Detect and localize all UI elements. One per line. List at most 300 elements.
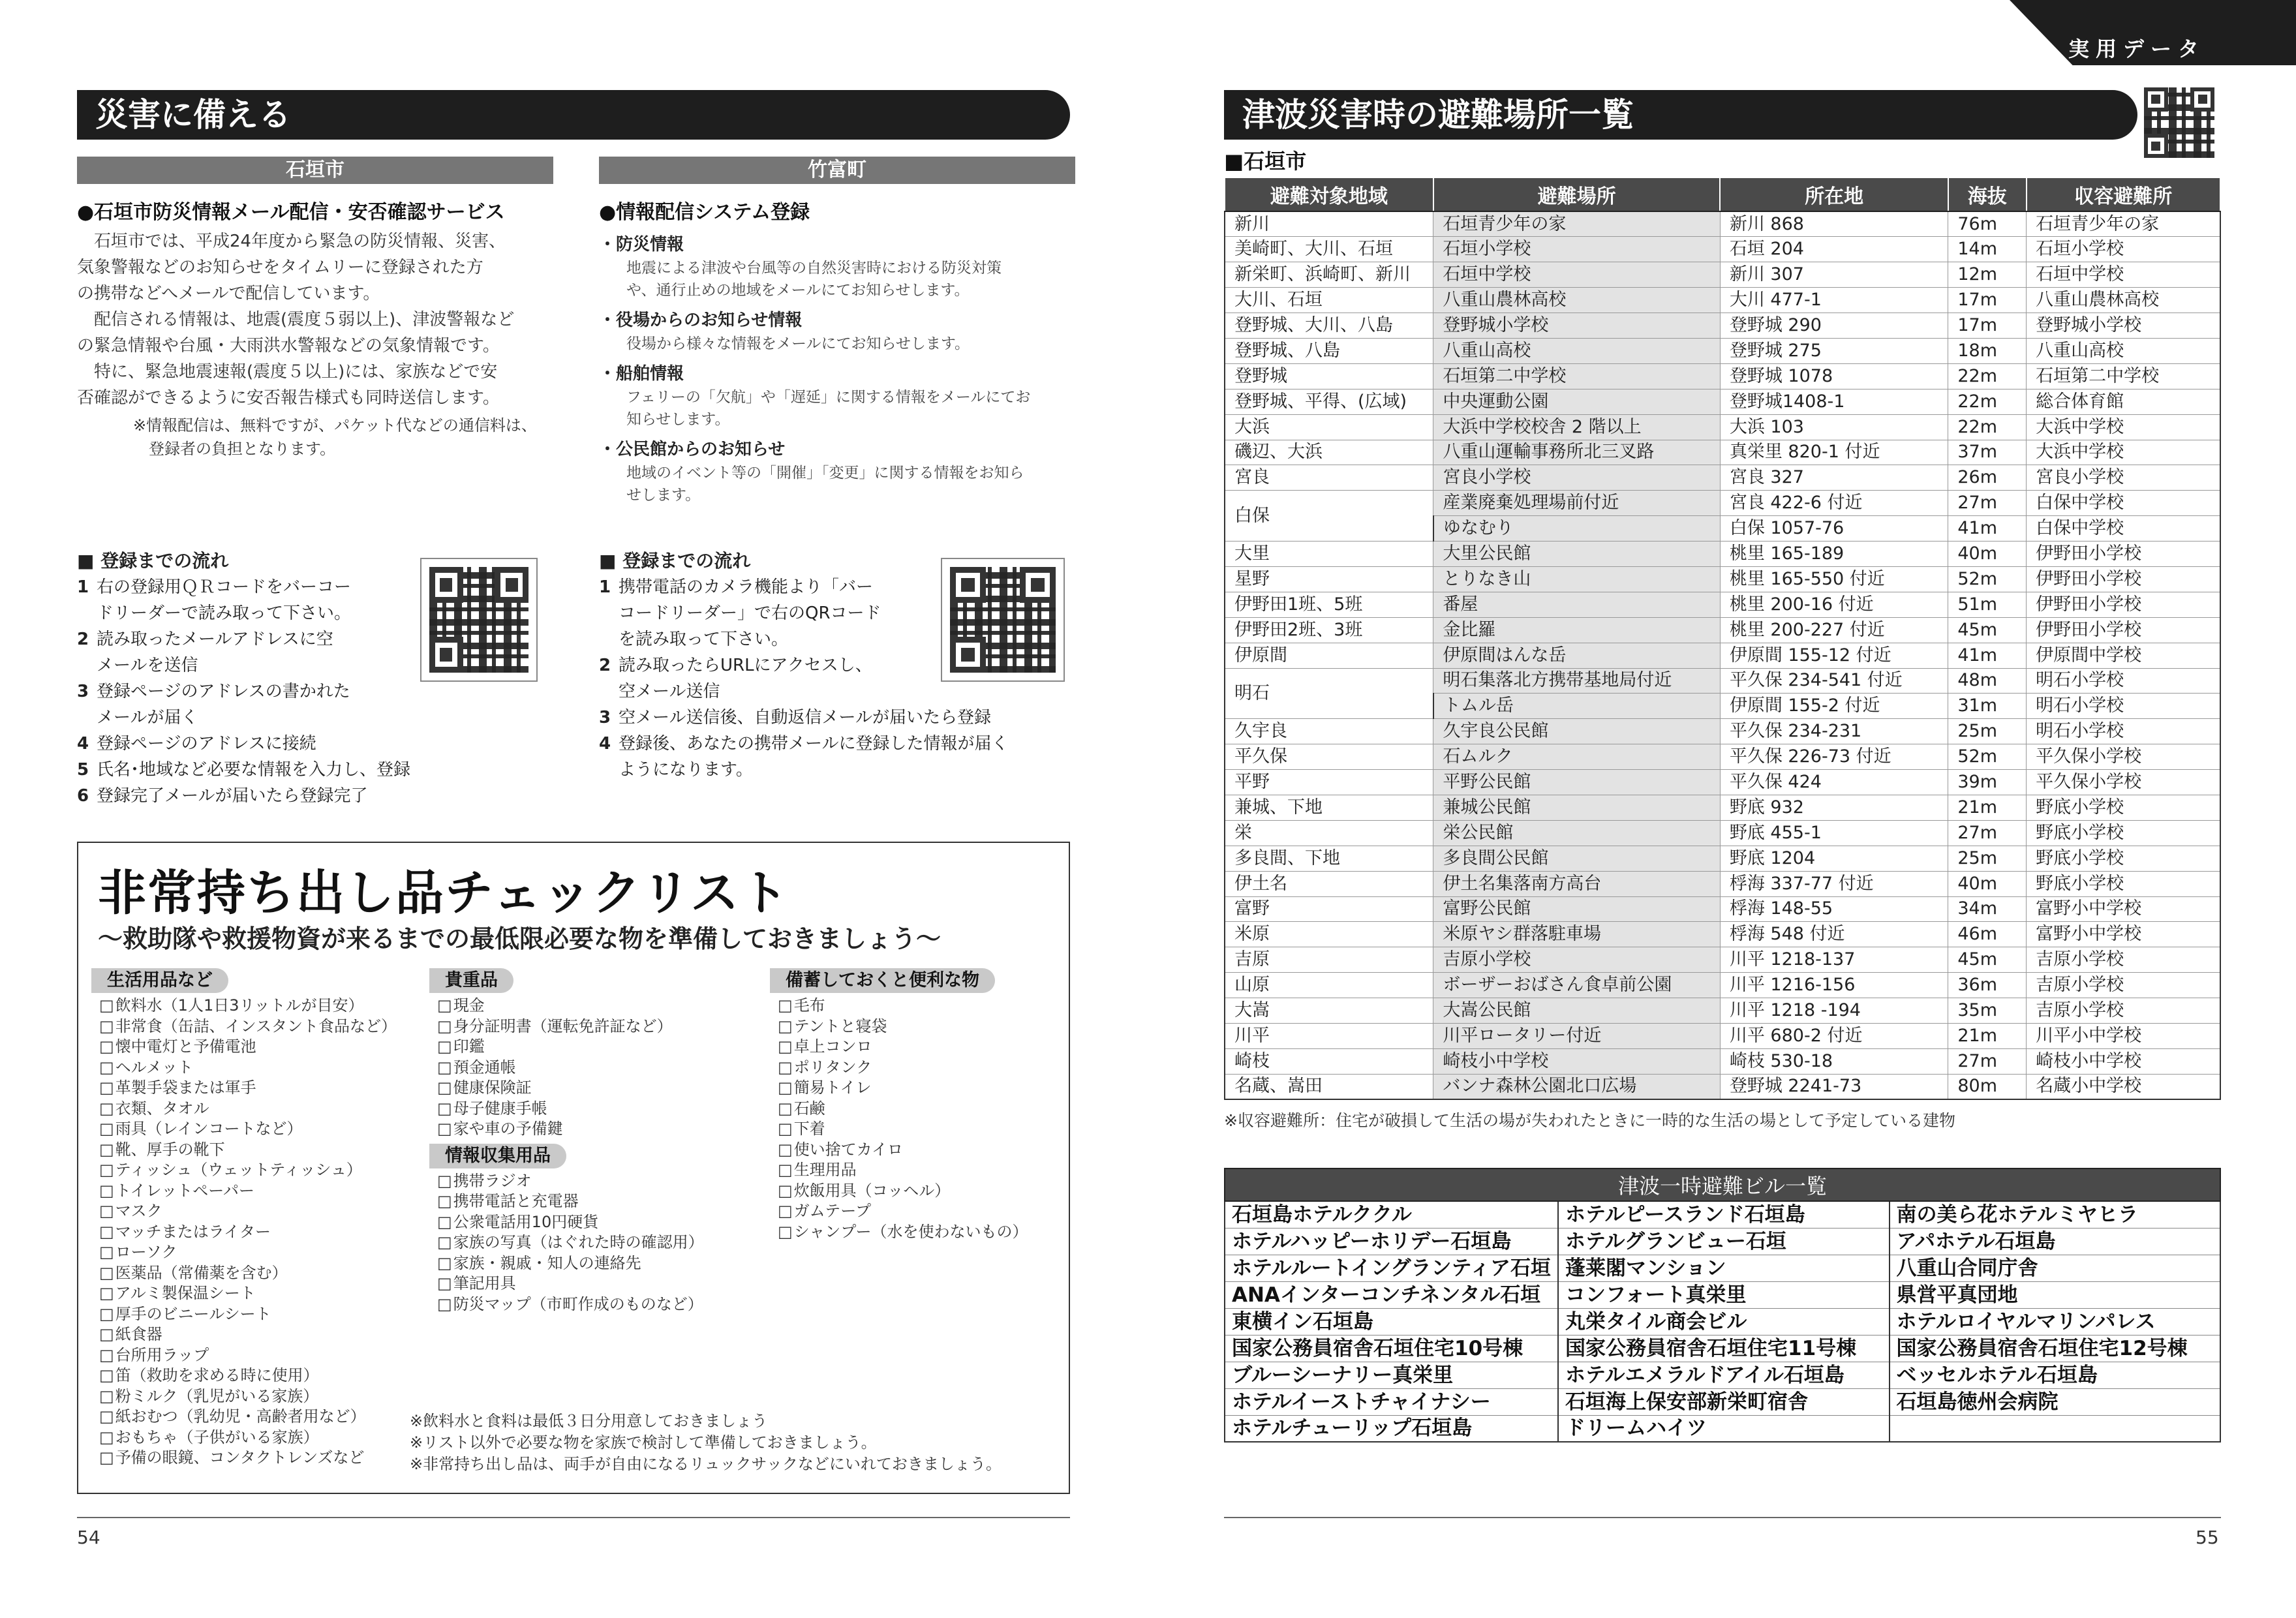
category-label: 貴重品 (429, 968, 513, 993)
table-cell: 野底 455-1 (1720, 820, 1948, 846)
table-cell: 39m (1948, 770, 2027, 795)
table-cell: 吉原小学校 (2027, 973, 2220, 998)
table-cell: 中央運動公園 (1433, 389, 1721, 414)
info-item (599, 361, 1082, 431)
table-cell: 伊原間中学校 (2027, 643, 2220, 668)
table-cell: 白保 1057-76 (1720, 516, 1948, 542)
table-cell: 45m (1948, 617, 2027, 643)
checklist-item: □ 雨具（レインコートなど） (99, 1119, 418, 1140)
step-number: 4 (77, 734, 89, 754)
checklist-item: □ 毛布 (778, 996, 1070, 1016)
info-item-title: ・公民館からのお知らせ (599, 440, 786, 459)
checklist-item: □ 生理用品 (778, 1160, 1070, 1181)
page-number-right: 55 (2196, 1527, 2219, 1548)
column-header: 避難対象地域 (1225, 177, 1433, 211)
qr-finder (1020, 567, 1056, 603)
step-text: 空メール送信後、自動返信メールが届いたら登録 (619, 708, 991, 727)
table-cell: 崎枝小中学校 (2027, 1048, 2220, 1074)
table-cell: 石垣中学校 (1433, 262, 1721, 288)
checklist-notes (410, 1411, 1002, 1475)
checklist-item: □ アルミ製保温シート (99, 1283, 418, 1304)
table-cell: バンナ森林公園北口広場 (1433, 1074, 1721, 1099)
table-cell: 登野城1408-1 (1720, 389, 1948, 414)
table-cell: 52m (1948, 744, 2027, 770)
building-cell: ホテルチューリップ石垣島 (1225, 1415, 1558, 1442)
table-cell: 伊原間はんな岳 (1433, 643, 1721, 668)
table-row (1225, 389, 2220, 414)
ishigaki-qr-code[interactable] (420, 558, 538, 682)
table-cell: とりなき山 (1433, 566, 1721, 592)
checklist-item: □ ティッシュ（ウェットティッシュ） (99, 1160, 418, 1181)
building-cell: 八重山合同庁舎 (1890, 1255, 2220, 1281)
table-cell: 桃里 165-550 付近 (1720, 566, 1948, 592)
right-title: 津波災害時の避難場所一覧 (1224, 90, 2137, 140)
table-cell: 登野城小学校 (2027, 313, 2220, 339)
table-cell: トムル岳 (1433, 694, 1721, 719)
table-body (1225, 211, 2220, 1099)
table-cell: 石垣 204 (1720, 237, 1948, 262)
building-cell: ブルーシーナリー真栄里 (1225, 1362, 1558, 1388)
table-cell: 大川、石垣 (1225, 288, 1433, 313)
building-cell: ホテルエメラルドアイル石垣島 (1558, 1362, 1889, 1388)
text-line: や、通行止めの地域をメールにてお知らせします。 (626, 282, 970, 299)
building-cell: ホテルルートイングランティア石垣 (1225, 1255, 1558, 1281)
ishigaki-section (77, 196, 560, 461)
table-cell: 宮良 327 (1720, 465, 1948, 491)
table-cell: 伊野田小学校 (2027, 566, 2220, 592)
table-cell: 石垣青少年の家 (1433, 211, 1721, 237)
table-cell: 栄 (1225, 820, 1433, 846)
table-cell: 石垣小学校 (1433, 237, 1721, 262)
qr-finder (950, 637, 986, 673)
building-table (1224, 1168, 2221, 1442)
building-cell: ホテルピースランド石垣島 (1558, 1201, 1889, 1228)
table-cell: 八重山運輸事務所北三叉路 (1433, 440, 1721, 465)
table-cell: 富野公民館 (1433, 896, 1721, 922)
table-cell: ボーザーおばさん食卓前公園 (1433, 973, 1721, 998)
corner-tab-label: 実用データ (2068, 37, 2206, 61)
table-cell: ゆなむり (1433, 516, 1721, 542)
footer-rule-left (77, 1517, 1070, 1518)
text-line: 登録後、あなたの携帯メールに登録した情報が届く (619, 734, 1009, 754)
table-cell: 石ムルク (1433, 744, 1721, 770)
table-cell: 八重山高校 (2027, 338, 2220, 363)
text-line: 知らせします。 (626, 411, 730, 428)
table-row (1225, 363, 2220, 389)
flow-title: ■ 登録までの流れ (77, 550, 229, 572)
checklist-items (91, 996, 418, 1469)
table-row (1225, 288, 2220, 313)
table-cell: 46m (1948, 922, 2027, 947)
table-cell: 崎枝小中学校 (1433, 1048, 1721, 1074)
ishigaki-paragraph-1 (77, 228, 560, 307)
table-cell: 宮良小学校 (2027, 465, 2220, 491)
table-cell: 登野城 (1225, 363, 1433, 389)
table-cell: 白保 (1225, 491, 1433, 542)
table-cell: 野底小学校 (2027, 871, 2220, 896)
text-line: 右の登録用ＱＲコードをバーコー (97, 577, 352, 597)
table-cell: 多良間、下地 (1225, 846, 1433, 871)
table-cell: 平久保 234-231 (1720, 719, 1948, 744)
info-item-text (599, 386, 1082, 431)
table-cell: 野底 932 (1720, 795, 1948, 820)
table-cell: 21m (1948, 795, 2027, 820)
table-cell: 41m (1948, 643, 2027, 668)
table-cell: 吉原小学校 (2027, 947, 2220, 973)
table-cell: 平久保 424 (1720, 770, 1948, 795)
table-cell: 桴海 337-77 付近 (1720, 871, 1948, 896)
table-cell: 大浜中学校 (2027, 440, 2220, 465)
table-row (1225, 1048, 2220, 1074)
table-cell: 45m (1948, 947, 2027, 973)
table-row (1225, 770, 2220, 795)
table-header-row (1225, 177, 2220, 211)
checklist-item: □ 粉ミルク（乳児がいる家族） (99, 1386, 418, 1407)
building-cell: 石垣島ホテルククル (1225, 1201, 1558, 1228)
step-number: 2 (77, 630, 89, 649)
step-text: 氏名･地域など必要な情報を入力し、登録 (97, 760, 411, 780)
table-row (1225, 1255, 2220, 1281)
table-row (1225, 896, 2220, 922)
checklist-item: □ 紙おむつ（乳幼児・高齢者用など） (99, 1407, 418, 1427)
checklist-item: □ 現金 (437, 996, 756, 1016)
table-cell: 石垣第二中学校 (1433, 363, 1721, 389)
checklist-item: □ 身分証明書（運転免許証など） (437, 1016, 756, 1037)
checklist-item: □ 衣類、タオル (99, 1099, 418, 1120)
info-item-title: ・役場からのお知らせ情報 (599, 311, 803, 330)
checklist-item: □ 飲料水（1人1日3リットルが目安） (99, 996, 418, 1016)
table-row (1225, 1415, 2220, 1442)
table-row (1225, 262, 2220, 288)
flow-title: ■ 登録までの流れ (599, 550, 751, 572)
checklist-item: □ 炊飯用具（コッヘル） (778, 1181, 1070, 1202)
evacuation-table (1224, 177, 2221, 1100)
text-line: ※リスト以外で必要な物を家族で検討して準備しておきましょう。 (410, 1433, 877, 1452)
table-row (1225, 744, 2220, 770)
ishigaki-paragraph-3 (77, 359, 560, 411)
checklist-item: □ 医薬品（常備薬を含む） (99, 1263, 418, 1284)
text-line: 登録者の負担となります。 (149, 440, 336, 458)
table-row (1225, 491, 2220, 516)
table-cell: 登野城小学校 (1433, 313, 1721, 339)
category-label: 情報収集用品 (429, 1144, 566, 1168)
table-cell: 川平 (1225, 1024, 1433, 1049)
table-cell: 米原ヤシ群落駐車場 (1433, 922, 1721, 947)
table-cell: 米原 (1225, 922, 1433, 947)
table-cell: 31m (1948, 694, 2027, 719)
table-cell: 野底小学校 (2027, 846, 2220, 871)
table-cell: 名蔵、嵩田 (1225, 1074, 1433, 1099)
right-qr-code[interactable] (2140, 84, 2218, 162)
checklist-item: □ 携帯ラジオ (437, 1171, 756, 1192)
table-cell: 久宇良公民館 (1433, 719, 1721, 744)
step-text (619, 652, 872, 705)
table-cell: 22m (1948, 414, 2027, 440)
step-number: 3 (599, 708, 611, 727)
table-cell: 産業廃棄処理場前付近 (1433, 491, 1721, 516)
table-cell: 12m (1948, 262, 2027, 288)
checklist-item: □ 下着 (778, 1119, 1070, 1140)
table-cell: 27m (1948, 1048, 2027, 1074)
column-header: 海抜 (1948, 177, 2027, 211)
building-cell: 南の美ら花ホテルミヤヒラ (1890, 1201, 2220, 1228)
flow-step (77, 783, 560, 809)
table-cell: 八重山高校 (1433, 338, 1721, 363)
table-row (1225, 1228, 2220, 1255)
checklist-item: □ ヘルメット (99, 1058, 418, 1078)
table-cell: 27m (1948, 820, 2027, 846)
table-row (1225, 871, 2220, 896)
table-cell: 明石 (1225, 668, 1433, 719)
table-cell: 吉原小学校 (1433, 947, 1721, 973)
checklist-item: □ トイレットペーパー (99, 1181, 418, 1202)
table-cell: 明石小学校 (2027, 668, 2220, 694)
table-cell: 平久保 226-73 付近 (1720, 744, 1948, 770)
text-line: 配信される情報は、地震(震度５弱以上)、津波警報など (77, 310, 515, 329)
checklist-col-3 (770, 968, 1070, 1242)
category-label: 生活用品など (91, 968, 228, 993)
checklist-item: □ ガムテープ (778, 1201, 1070, 1222)
table-cell: 35m (1948, 998, 2027, 1024)
table-cell: 富野小中学校 (2027, 896, 2220, 922)
checklist-item: □ 簡易トイレ (778, 1078, 1070, 1099)
table-row (1225, 542, 2220, 567)
table-cell: 桃里 200-227 付近 (1720, 617, 1948, 643)
taketomi-heading: ●情報配信システム登録 (599, 201, 810, 224)
building-cell: ホテルグランビュー石垣 (1558, 1228, 1889, 1255)
table-cell: 野底 1204 (1720, 846, 1948, 871)
table-cell: 久宇良 (1225, 719, 1433, 744)
table-cell: 野底小学校 (2027, 795, 2220, 820)
table-cell: 25m (1948, 719, 2027, 744)
table-cell: 石垣青少年の家 (2027, 211, 2220, 237)
table-cell: 41m (1948, 516, 2027, 542)
building-cell: ドリームハイツ (1558, 1415, 1889, 1442)
table-cell: 平久保 234-541 付近 (1720, 668, 1948, 694)
table-cell: 野底小学校 (2027, 820, 2220, 846)
table-cell: 平野公民館 (1433, 770, 1721, 795)
table-cell: 崎枝 (1225, 1048, 1433, 1074)
table-cell: 山原 (1225, 973, 1433, 998)
text-line: 特に、緊急地震速報(震度５以上)には、家族などで安 (77, 362, 498, 382)
step-text (619, 731, 1008, 783)
text-line: ※飲料水と食料は最低３日分用意しておきましょう (410, 1412, 768, 1430)
table-cell: 登野城 2241-73 (1720, 1074, 1948, 1099)
qr-finder (2144, 134, 2168, 158)
table-cell: 大浜 (1225, 414, 1433, 440)
table-cell: 川平 680-2 付近 (1720, 1024, 1948, 1049)
step-text (97, 626, 333, 679)
checklist-item: □ おもちゃ（子供がいる家族） (99, 1427, 418, 1448)
qr-finder (2144, 87, 2168, 112)
table-cell: 平久保 (1225, 744, 1433, 770)
checklist-item: □ 預金通帳 (437, 1058, 756, 1078)
checklist-item: □ 健康保険証 (437, 1078, 756, 1099)
building-cell: 県営平真団地 (1890, 1281, 2220, 1308)
left-title: 災害に備える (77, 90, 1070, 140)
checklist-item: □ 防災マップ（市町作成のものなど） (437, 1294, 756, 1315)
building-cell: ホテルイーストチャイナシー (1225, 1388, 1558, 1415)
table-cell: 宮良 422-6 付近 (1720, 491, 1948, 516)
ishigaki-heading: ●石垣市防災情報メール配信・安否確認サービス (77, 201, 505, 224)
table-cell: 34m (1948, 896, 2027, 922)
table-cell: 登野城、八島 (1225, 338, 1433, 363)
checklist-col-1 (91, 968, 418, 1469)
page-number-left: 54 (77, 1527, 100, 1548)
table-cell: 八重山農林高校 (1433, 288, 1721, 313)
table-cell: 48m (1948, 668, 2027, 694)
info-item-text: 役場から様々な情報をメールにてお知らせします。 (626, 335, 970, 352)
text-line: 石垣市では、平成24年度から緊急の防災情報、災害、 (77, 232, 506, 251)
table-cell: 登野城 1078 (1720, 363, 1948, 389)
table-cell: 白保中学校 (2027, 491, 2220, 516)
table-cell: 37m (1948, 440, 2027, 465)
text-line: ドリーダーで読み取って下さい。 (97, 603, 352, 623)
step-number: 2 (599, 656, 611, 675)
checklist-col-2 (429, 968, 756, 1315)
column-header: 収容避難所 (2027, 177, 2220, 211)
building-cell: 国家公務員宿舎石垣住宅11号棟 (1558, 1335, 1889, 1362)
table-cell: 川平 1218 -194 (1720, 998, 1948, 1024)
table-row (1225, 643, 2220, 668)
checklist-items (429, 1171, 756, 1315)
step-number: 1 (599, 577, 611, 597)
checklist-item: □ 笛（救助を求める時に使用） (99, 1366, 418, 1386)
building-table-title: 津波一時避難ビル一覧 (1225, 1168, 2220, 1201)
table-cell: 22m (1948, 389, 2027, 414)
table-row (1225, 1281, 2220, 1308)
info-item-title: ・防災情報 (599, 235, 684, 254)
table-row (1225, 1335, 2220, 1362)
table-cell: 登野城 290 (1720, 313, 1948, 339)
table-row (1225, 211, 2220, 237)
text-line: ※非常持ち出し品は、両手が自由になるリュックサックなどにいれておきましょう。 (410, 1455, 1002, 1473)
checklist-item: □ 革製手袋または軍手 (99, 1078, 418, 1099)
table-cell: 17m (1948, 313, 2027, 339)
qr-pattern (950, 567, 1056, 673)
table-cell: 富野 (1225, 896, 1433, 922)
table-cell: 桃里 200-16 付近 (1720, 592, 1948, 617)
text-line: 地域のイベント等の「開催」「変更」に関する情報をお知ら (626, 465, 1024, 481)
table-cell: 伊原間 (1225, 643, 1433, 668)
table-cell: 桴海 548 付近 (1720, 922, 1948, 947)
table-row (1225, 313, 2220, 339)
table-cell: 富野小中学校 (2027, 922, 2220, 947)
region-label: ■石垣市 (1224, 149, 1307, 174)
checklist-item: □ 印鑑 (437, 1037, 756, 1058)
table-cell: 伊野田小学校 (2027, 617, 2220, 643)
step-number: 6 (77, 786, 89, 806)
table-row (1225, 922, 2220, 947)
text-line: 携帯電話のカメラ機能より「バー (619, 577, 874, 597)
checklist-item: □ マッチまたはライター (99, 1222, 418, 1243)
table-cell: 石垣第二中学校 (2027, 363, 2220, 389)
building-cell: アパホテル石垣島 (1890, 1228, 2220, 1255)
table-row (1225, 414, 2220, 440)
checklist-item: □ 紙食器 (99, 1324, 418, 1345)
building-cell: 丸栄タイル商会ビル (1558, 1308, 1889, 1335)
flow-step (77, 757, 560, 783)
table-body (1225, 1201, 2220, 1442)
table-cell: 新川 868 (1720, 211, 1948, 237)
text-line: せします。 (626, 487, 701, 504)
table-cell: 宮良 (1225, 465, 1433, 491)
table-cell: 明石小学校 (2027, 694, 2220, 719)
qr-finder (429, 637, 463, 673)
building-cell: ベッセルホテル石垣島 (1890, 1362, 2220, 1388)
building-cell: ホテルロイヤルマリンパレス (1890, 1308, 2220, 1335)
table-cell: 76m (1948, 211, 2027, 237)
table-cell: 新川 307 (1720, 262, 1948, 288)
taketomi-qr-code[interactable] (941, 558, 1065, 682)
text-line: ※情報配信は、無料ですが、パケット代などの通信料は、 (133, 416, 537, 435)
text-line: 否確認ができるように安否報告様式も同時送信します。 (77, 388, 500, 408)
table-cell: 52m (1948, 566, 2027, 592)
table-cell: 40m (1948, 871, 2027, 896)
table-cell: 磯辺、大浜 (1225, 440, 1433, 465)
checklist-item: □ 携帯電話と充電器 (437, 1191, 756, 1212)
table-cell: 金比羅 (1433, 617, 1721, 643)
table-row (1225, 947, 2220, 973)
table-cell: 大里 (1225, 542, 1433, 567)
text-line: 気象警報などのお知らせをタイムリーに登録された方 (77, 258, 483, 277)
building-cell (1890, 1415, 2220, 1442)
step-number: 5 (77, 760, 89, 780)
table-cell: 大浜中学校 (2027, 414, 2220, 440)
table-cell: 美崎町、大川、石垣 (1225, 237, 1433, 262)
table-cell: 21m (1948, 1024, 2027, 1049)
table-cell: 25m (1948, 846, 2027, 871)
checklist-subtitle: ～救助隊や救援物資が来るまでの最低限必要な物を準備しておきましょう～ (98, 924, 941, 953)
table-cell: 白保中学校 (2027, 516, 2220, 542)
building-cell: 東横イン石垣島 (1225, 1308, 1558, 1335)
checklist-item: □ 予備の眼鏡、コンタクトレンズなど (99, 1448, 418, 1469)
text-line: フェリーの「欠航」や「遅延」に関する情報をメールにてお (626, 389, 1031, 406)
ishigaki-note (77, 414, 560, 461)
text-line: メールが届く (97, 708, 198, 727)
table-cell: 伊原間 155-12 付近 (1720, 643, 1948, 668)
table-row (1225, 668, 2220, 694)
table-cell: 明石集落北方携帯基地局付近 (1433, 668, 1721, 694)
table-cell: 大浜 103 (1720, 414, 1948, 440)
checklist-items (429, 996, 756, 1140)
table-row (1225, 820, 2220, 846)
flow-step (599, 731, 1082, 783)
table-cell: 名蔵小中学校 (2027, 1074, 2220, 1099)
checklist-item: □ マスク (99, 1201, 418, 1222)
flow-step (77, 731, 560, 757)
building-cell: 蓬莱閣マンション (1558, 1255, 1889, 1281)
checklist-item: □ ポリタンク (778, 1058, 1070, 1078)
qr-finder (495, 567, 528, 603)
table-cell: 川平小中学校 (2027, 1024, 2220, 1049)
table-cell: 宮良小学校 (1433, 465, 1721, 491)
checklist-item: □ 家族・親戚・知人の連絡先 (437, 1253, 756, 1274)
checklist-title: 非常持ち出し品チェックリスト (98, 865, 790, 921)
ishigaki-paragraph-2 (77, 307, 560, 359)
table-note: ※収容避難所：住宅が破損して生活の場が失われたときに一時的な生活の場として予定している建物 (1224, 1111, 1955, 1130)
table-row (1225, 1362, 2220, 1388)
table-cell: 吉原小学校 (2027, 998, 2220, 1024)
table-cell: 大里公民館 (1433, 542, 1721, 567)
qr-pattern (429, 567, 528, 673)
table-cell: 伊原間 155-2 付近 (1720, 694, 1948, 719)
text-line: の携帯などへメールで配信しています。 (77, 284, 380, 303)
table-cell: 総合体育館 (2027, 389, 2220, 414)
table-cell: 伊野田小学校 (2027, 592, 2220, 617)
info-item-title: ・船舶情報 (599, 364, 684, 384)
building-cell: 石垣島徳州会病院 (1890, 1388, 2220, 1415)
